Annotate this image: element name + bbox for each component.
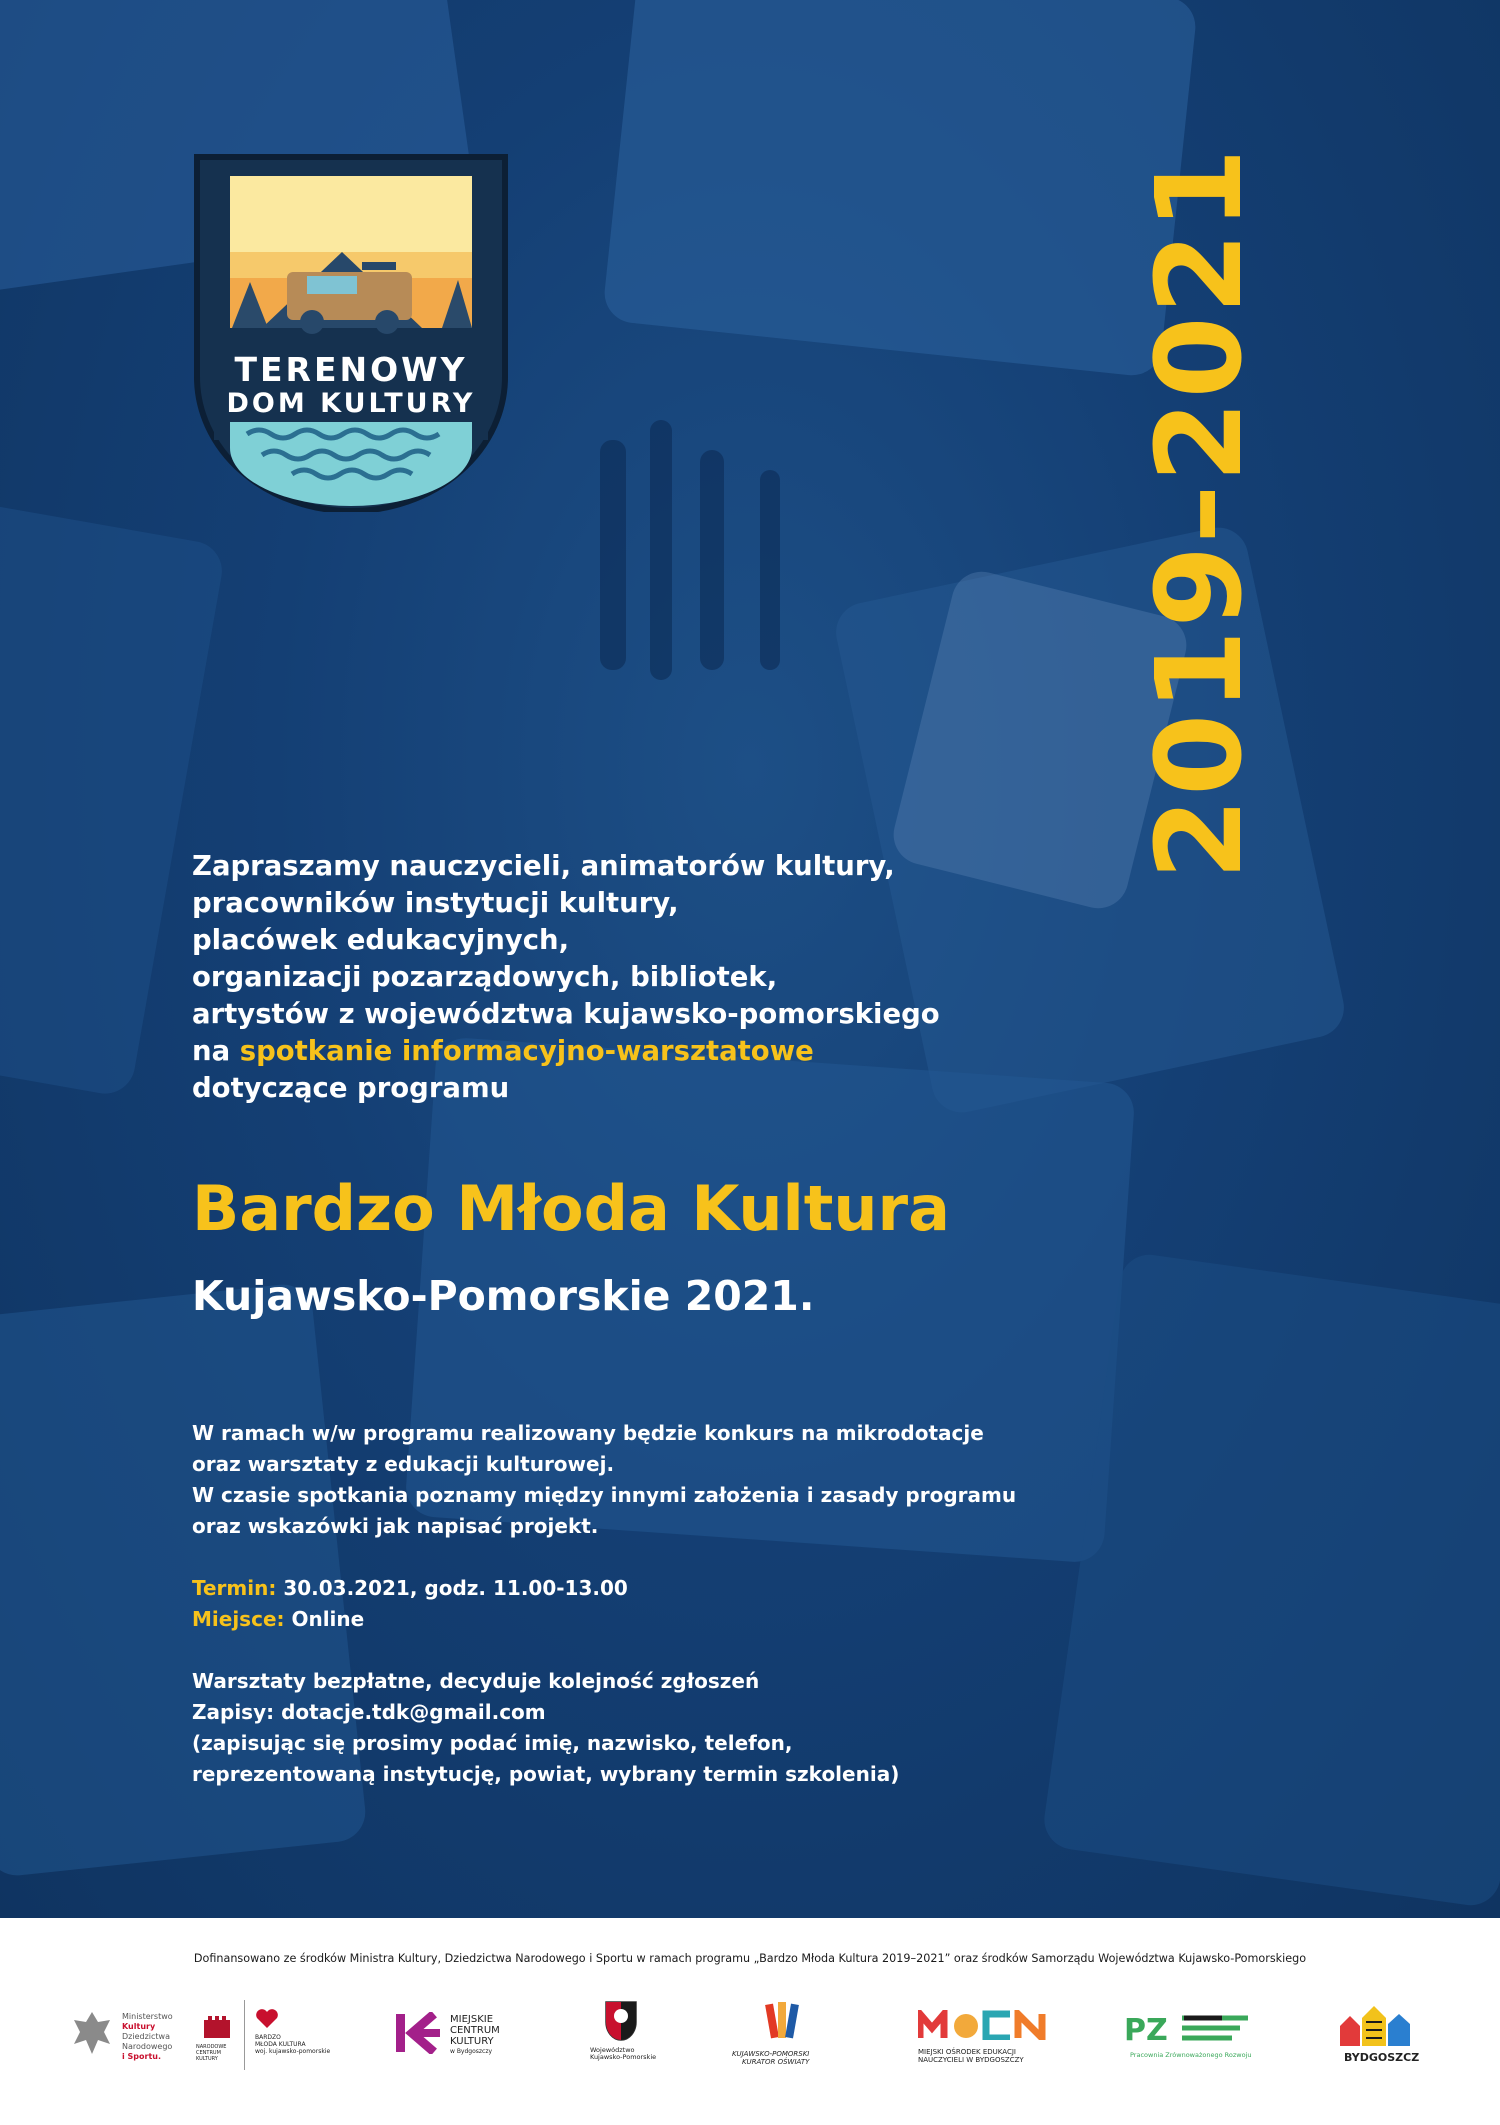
partner-text: KULTURY [450,2036,494,2047]
castle-icon [202,2012,232,2040]
description-line: oraz warsztaty z edukacji kulturowej. [192,1452,615,1476]
partner-text: CENTRUM [196,2050,221,2056]
partner-text: Dziedzictwa [122,2032,170,2041]
modn-logo [916,2000,1056,2070]
spacer [192,1542,1092,1573]
partner-text: NAUCZYCIELI W BYDGOSZCZY [918,2056,1024,2064]
place-label: Miejsce: [192,1607,285,1631]
partner-text: i Sportu. [122,2052,162,2061]
program-subtitle: Kujawsko-Pomorskie 2021. [192,1272,815,1320]
nck-logo [196,2000,242,2070]
svg-text:PZ: PZ [1124,2013,1168,2044]
invite-line [192,1033,1092,1070]
invitation-text [192,848,1092,1107]
invite-prefix: na [192,1035,240,1067]
photo-shape [600,440,626,670]
photo-shape [1040,1251,1500,1909]
mck-logo [394,2000,524,2070]
partner-text: KULTURY [196,2056,218,2062]
photo-shape [650,420,672,680]
invite-after: dotyczące programu [192,1072,510,1104]
partner-text: NARODOWE [196,2044,227,2050]
pzr-mark-icon [1122,2010,1252,2044]
partner-text: BYDGOSZCZ [1344,2051,1420,2064]
registration-email-line: Zapisy: dotacje.tdk@gmail.com [192,1700,546,1724]
sponsor-footer [0,1918,1500,2125]
term-value: 30.03.2021, godz. 11.00-13.00 [276,1576,628,1600]
intro-line: placówek edukacyjnych, [192,924,570,956]
partner-text: Pracownia Zrównoważonego Rozwoju [1130,2051,1252,2059]
modn-letters-icon [918,2010,1048,2040]
ministry-logo [70,2000,180,2070]
program-details [192,1418,1092,1790]
photo-shape [760,470,780,670]
partner-text: Kujawsko-Pomorskie [590,2053,657,2061]
partner-text: w Bydgoszczy [450,2048,493,2055]
k-arrow-icon [394,2012,440,2054]
partner-text: Narodowego [122,2042,173,2051]
eagle-icon [70,2008,114,2058]
place-line [192,1604,1092,1635]
partner-text: KURATOR OŚWIATY [742,2058,810,2066]
partner-text: KUJAWSKO-POMORSKI [732,2050,810,2058]
pzr-logo [1122,2000,1252,2070]
books-icon [764,2000,804,2044]
terenowy-dom-kultury-logo [192,152,510,512]
city-houses-icon [1336,2004,1426,2048]
partner-text: MIEJSKI OŚRODEK EDUKACJI [918,2048,1016,2056]
logo-title-line1: TERENOWY [234,350,468,389]
place-value: Online [284,1607,365,1631]
intro-line: Zapraszamy nauczycieli, animatorów kultury, [192,850,895,882]
partner-text: MŁODA KULTURA [255,2041,306,2048]
intro-line: organizacji pozarządowych, bibliotek, [192,961,778,993]
partner-text: Województwo [590,2046,635,2054]
photo-shape [602,0,1199,378]
funding-note: Dofinansowano ze środków Ministra Kultury, Dziedzictwa Narodowego i Sportu w ramach programu „Bardzo Młoda Kultura 2019–2021” oraz środków Samorządu Województwa Kujawsko-Pomorskiego [193,1952,1307,1965]
partner-text: woj. kujawsko-pomorskie [255,2048,331,2055]
program-title: Bardzo Młoda Kultura [192,1172,950,1245]
term-label: Termin: [192,1576,277,1600]
partner-text: Kultury [122,2022,156,2031]
description-line: W ramach w/w programu realizowany będzie konkurs na mikrodotacje [192,1421,984,1445]
kurator-oswiaty-logo [728,2000,838,2070]
partner-text: BARDZO [255,2034,281,2041]
term-line [192,1573,1092,1604]
registration-line: reprezentowaną instytucję, powiat, wybrany termin szkolenia) [192,1762,900,1786]
intro-line: artystów z województwa kujawsko-pomorskiego [192,998,940,1030]
description-line: W czasie spotkania poznamy między innymi założenia i zasady programu [192,1483,1017,1507]
crest-icon [604,2000,638,2042]
heart-icon [255,2008,279,2030]
partner-text: MIEJSKIE [450,2014,494,2025]
photo-shape [700,450,724,670]
region-crest-logo [580,2000,670,2070]
registration-line: Warsztaty bezpłatne, decyduje kolejność zgłoszeń [192,1669,760,1693]
spacer [192,1635,1092,1666]
intro-line: pracowników instytucji kultury, [192,887,679,919]
logo-badge [192,152,510,512]
year-range: 2019–2021 [1130,146,1268,880]
logo-title-line2: DOM KULTURY [226,388,476,419]
meeting-type-highlight: spotkanie informacyjno-warsztatowe [239,1035,814,1067]
bardzo-mloda-kultura-logo [244,2000,331,2070]
bydgoszcz-logo [1336,2000,1436,2070]
partner-text: CENTRUM [450,2025,500,2036]
partner-text: Ministerstwo [122,2012,173,2021]
description-line: oraz wskazówki jak napisać projekt. [192,1514,599,1538]
registration-line: (zapisując się prosimy podać imię, nazwisko, telefon, [192,1731,793,1755]
